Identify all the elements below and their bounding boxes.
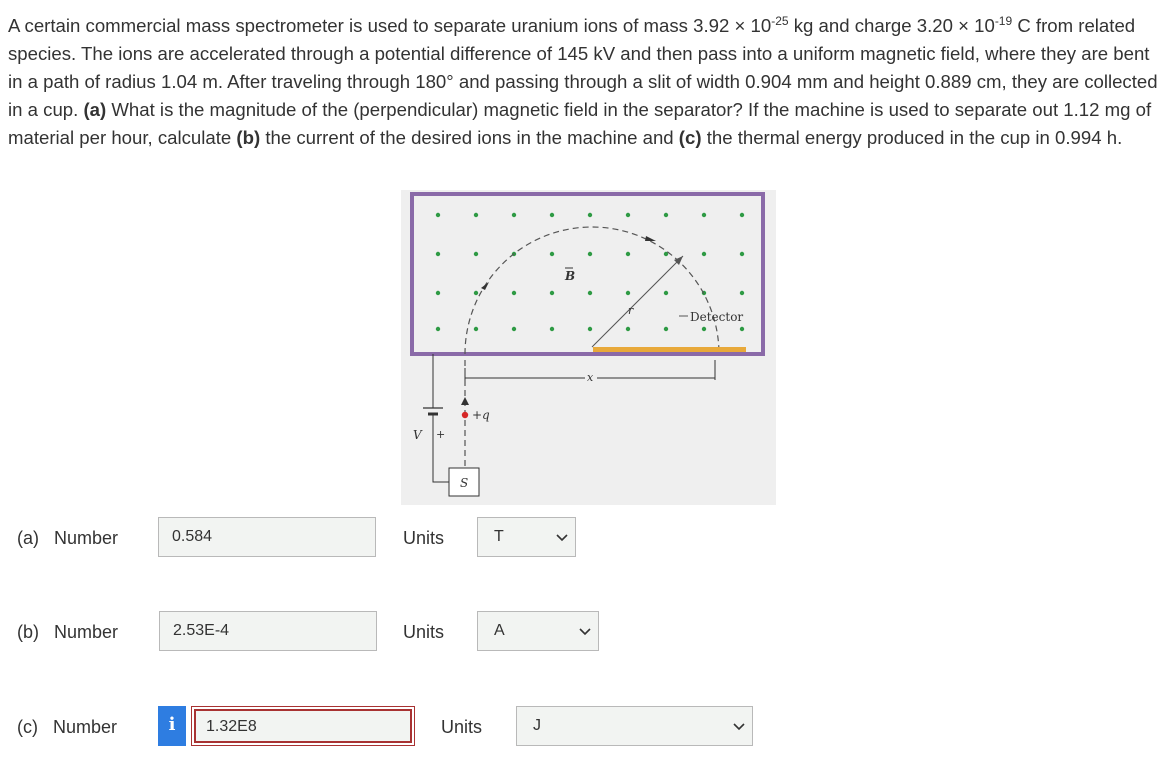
problem-text-intro: A certain commercial mass spectrometer is used to separate uranium ions of mass 3.92 × 10 xyxy=(8,15,772,36)
units-c-value: J xyxy=(533,717,541,734)
charge-label: +q xyxy=(472,408,490,422)
field-dot xyxy=(588,252,592,256)
problem-text-mid1: kg and charge 3.20 × 10 xyxy=(788,15,995,36)
source-label: S xyxy=(460,476,469,490)
field-dot xyxy=(474,213,478,217)
answer-b-input[interactable]: 2.53E-4 xyxy=(159,611,377,651)
part-c-label xyxy=(17,717,117,738)
field-dot xyxy=(626,291,630,295)
part-a-tag: (a) xyxy=(83,99,107,120)
field-dot xyxy=(702,327,706,331)
field-dot xyxy=(664,327,668,331)
spectrometer-diagram xyxy=(401,190,776,505)
field-dot xyxy=(550,291,554,295)
chevron-down-icon xyxy=(732,707,746,745)
field-dot xyxy=(626,213,630,217)
charge-exponent: -19 xyxy=(994,14,1013,28)
part-letter: (c) xyxy=(17,717,38,737)
part-b-tag: (b) xyxy=(236,127,261,148)
voltage-label: V xyxy=(413,428,422,442)
field-dot xyxy=(512,213,516,217)
part-c-tag: (c) xyxy=(678,127,702,148)
number-label: Number xyxy=(54,622,119,642)
field-dot xyxy=(436,291,440,295)
answer-row-c xyxy=(0,706,1171,752)
field-dot xyxy=(588,213,592,217)
part-a-text: What is the magnitude of the (perpendicular) magnetic field in the separator? If the machine is used to separate out 1.12 mg of material per hour, calculate xyxy=(8,99,1152,148)
x-label: x xyxy=(587,371,594,384)
field-dot xyxy=(626,252,630,256)
part-a-label xyxy=(17,528,118,549)
mass-spectrometer-figure xyxy=(401,190,776,505)
detector-label: Detector xyxy=(690,310,744,324)
units-b-select[interactable] xyxy=(477,611,599,651)
units-a-value: T xyxy=(494,528,504,545)
field-dot xyxy=(550,327,554,331)
number-label: Number xyxy=(53,717,118,737)
answer-row-a xyxy=(0,517,1171,563)
answer-row-b xyxy=(0,611,1171,657)
radius-label: r xyxy=(628,304,634,317)
field-dot xyxy=(664,213,668,217)
units-c-select[interactable] xyxy=(516,706,753,746)
ion-particle xyxy=(462,412,468,418)
field-dot xyxy=(702,213,706,217)
field-label: B xyxy=(565,269,576,283)
detector-bar xyxy=(593,347,746,352)
part-b-text: the current of the desired ions in the machine and xyxy=(260,127,679,148)
problem-text-mid2: C from related species. The ions are accelerated through a potential difference of 145 kV and then pass into a uniform magnetic field, where they are bent in a path of radius 1.04 m. After traveling through 180° and passing through a slit of width 0.904 mm and height 0.889 cm, they are collected in a cup. xyxy=(8,15,1158,120)
answer-a-input[interactable]: 0.584 xyxy=(158,517,376,557)
field-dot xyxy=(512,291,516,295)
field-dot xyxy=(588,291,592,295)
info-icon[interactable]: i xyxy=(158,706,186,746)
field-dot xyxy=(474,327,478,331)
answer-c-value: 1.32E8 xyxy=(194,709,412,743)
field-dot xyxy=(550,213,554,217)
part-b-label xyxy=(17,622,118,643)
chevron-down-icon xyxy=(578,612,592,650)
units-c-label: Units xyxy=(441,717,483,737)
chevron-down-icon xyxy=(555,518,569,556)
field-dot xyxy=(740,252,744,256)
field-dot xyxy=(436,327,440,331)
field-dot xyxy=(702,252,706,256)
plus-label: + xyxy=(436,428,446,441)
field-dot xyxy=(740,291,744,295)
part-letter: (b) xyxy=(17,622,39,642)
part-letter: (a) xyxy=(17,528,39,548)
field-dot xyxy=(740,327,744,331)
field-dot xyxy=(512,327,516,331)
problem-statement xyxy=(8,12,1166,152)
field-dot xyxy=(588,327,592,331)
field-dot xyxy=(664,291,668,295)
number-label: Number xyxy=(54,528,119,548)
mass-exponent: -25 xyxy=(771,14,789,28)
units-a-select[interactable] xyxy=(477,517,576,557)
field-dot xyxy=(436,213,440,217)
field-dot xyxy=(550,252,554,256)
field-dot xyxy=(436,252,440,256)
units-a-label: Units xyxy=(403,528,445,548)
field-dot xyxy=(474,291,478,295)
answer-c-input[interactable] xyxy=(191,706,415,746)
field-dot xyxy=(740,213,744,217)
units-b-value: A xyxy=(494,622,505,639)
units-b-label: Units xyxy=(403,622,445,642)
field-dot xyxy=(474,252,478,256)
field-dot xyxy=(626,327,630,331)
part-c-text: the thermal energy produced in the cup in 0.994 h. xyxy=(701,127,1123,148)
